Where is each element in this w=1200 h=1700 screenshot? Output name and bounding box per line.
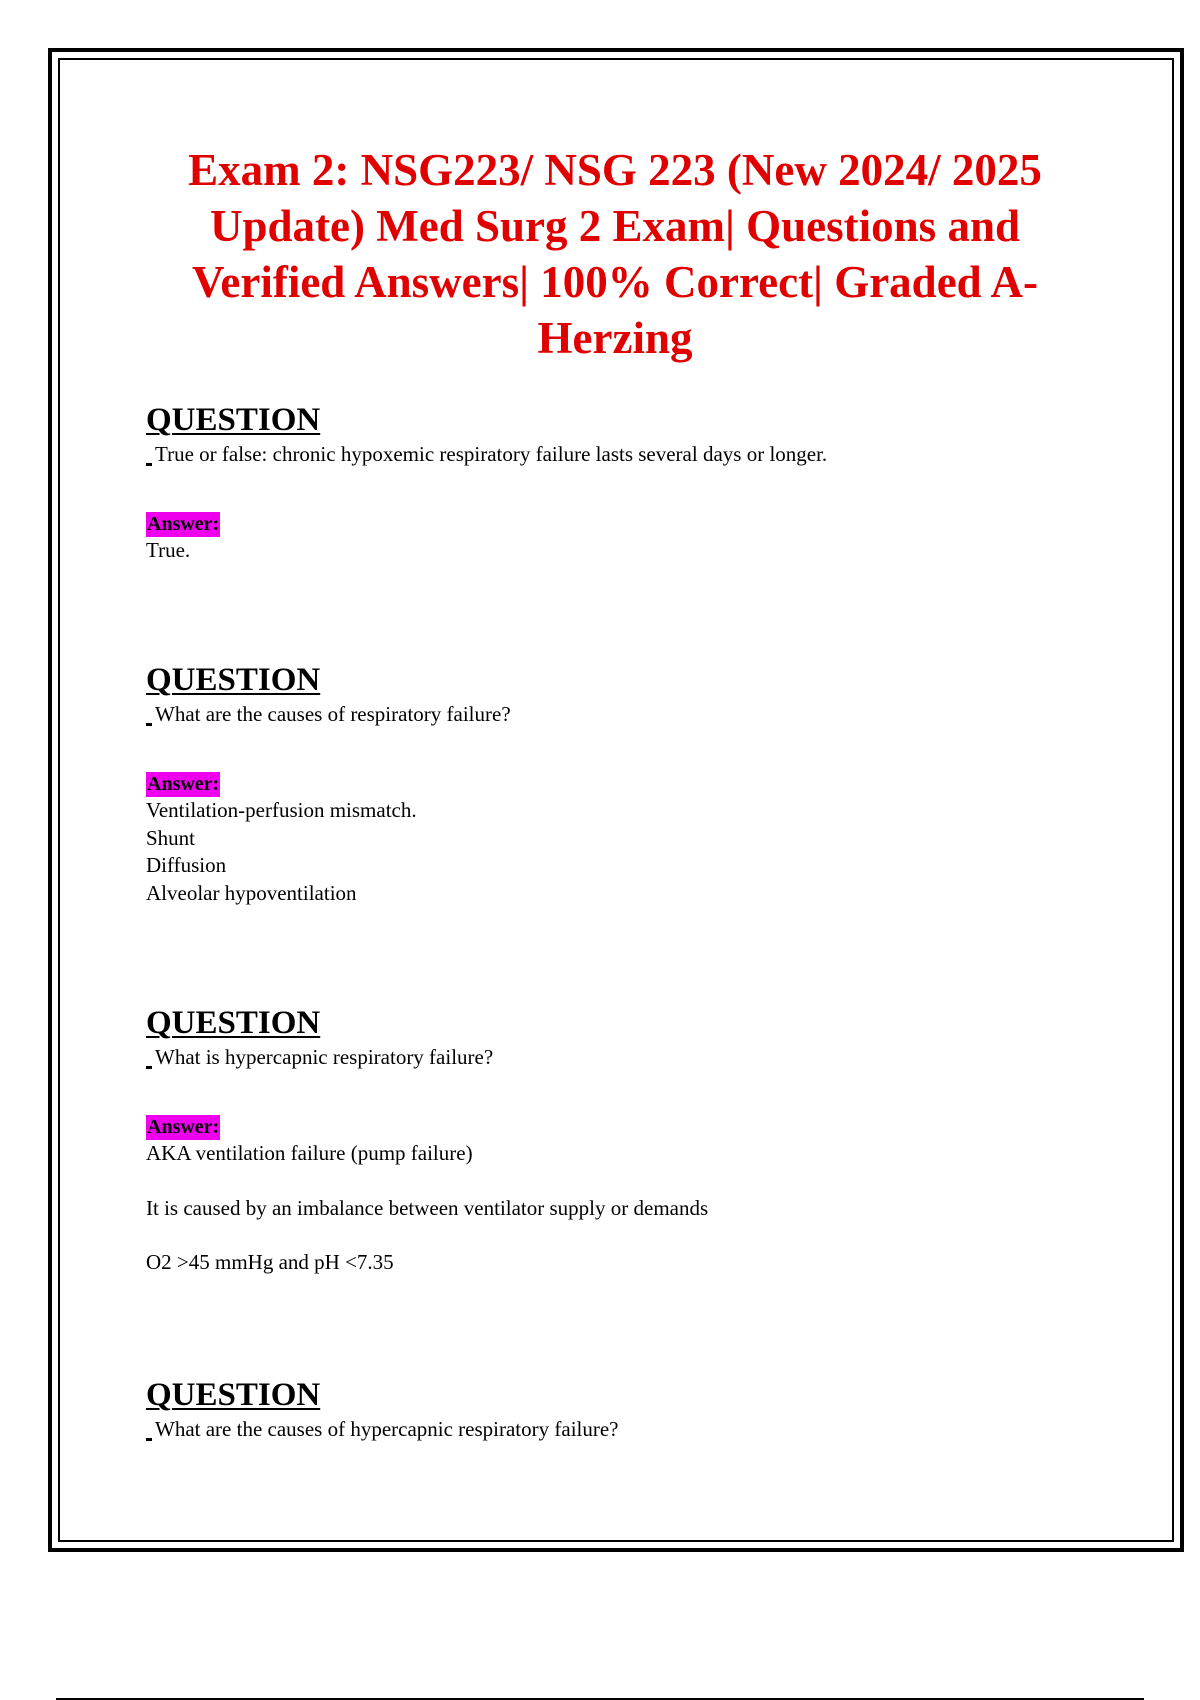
- question-text: [146, 440, 1106, 468]
- answer-line: True.: [146, 538, 191, 562]
- question-text: [146, 1415, 1106, 1443]
- answer-paragraph: It is caused by an imbalance between ventilator supply or demands: [146, 1195, 709, 1220]
- bullet-mark: [146, 723, 152, 726]
- answer-line: Alveolar hypoventilation: [146, 880, 357, 905]
- question-text: [146, 700, 1106, 728]
- qa-block-2: [146, 662, 1106, 907]
- answer-label: Answer:: [147, 773, 220, 795]
- answer-label: Answer:: [147, 513, 220, 535]
- document-title: Exam 2: NSG223/ NSG 223 (New 2024/ 2025 Update) Med Surg 2 Exam| Questions and Verified Answers| 100% Correct| Graded A- Herzing: [188, 145, 1042, 363]
- question-label: QUESTION: [146, 1005, 321, 1041]
- answer-label: Answer:: [147, 1116, 220, 1138]
- qa-block-4: [146, 1377, 1106, 1443]
- bullet-mark: [146, 463, 152, 466]
- answer-line: Ventilation-perfusion mismatch.: [146, 798, 417, 822]
- bullet-mark: [146, 1066, 152, 1069]
- qa-block-1: [146, 402, 1106, 565]
- question-text-content: What are the causes of respiratory failure?: [155, 702, 511, 726]
- answer-paragraph: O2 >45 mmHg and pH <7.35: [146, 1250, 394, 1274]
- answer-line: Shunt: [146, 825, 196, 850]
- answer-paragraph: AKA ventilation failure (pump failure): [146, 1141, 473, 1165]
- answer-line: Diffusion: [146, 853, 227, 877]
- qa-block-3: [146, 1005, 1106, 1277]
- question-text-content: True or false: chronic hypoxemic respiratory failure lasts several days or longer.: [155, 442, 828, 466]
- bullet-mark: [146, 1438, 152, 1441]
- question-label: QUESTION: [146, 662, 321, 698]
- question-label: QUESTION: [146, 402, 321, 438]
- question-text: [146, 1043, 1106, 1071]
- question-text-content: What is hypercapnic respiratory failure?: [155, 1045, 494, 1069]
- question-text-content: What are the causes of hypercapnic respiratory failure?: [155, 1417, 619, 1441]
- question-label: QUESTION: [146, 1377, 321, 1413]
